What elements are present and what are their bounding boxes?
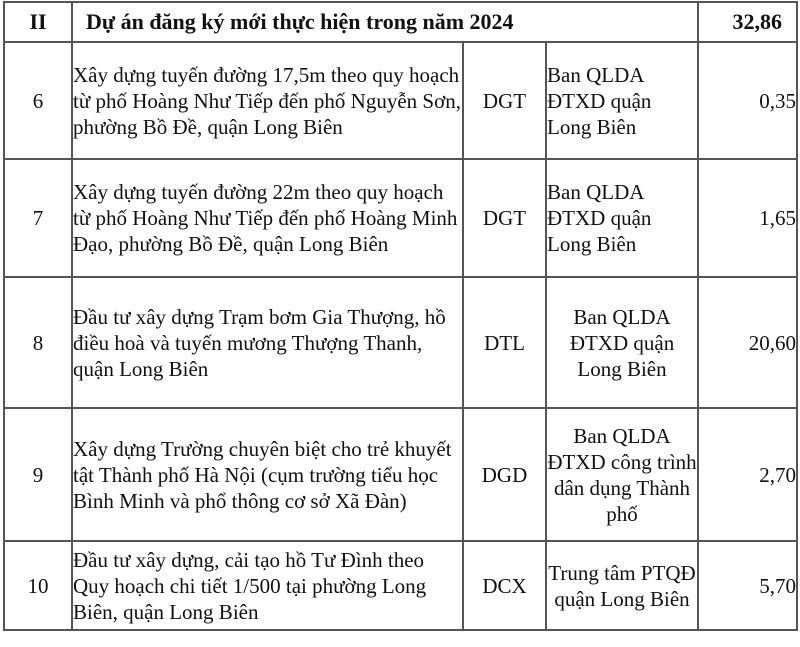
row-land-code: DGT (463, 42, 546, 159)
row-agency: Ban QLDA ĐTXD quận Long Biên (546, 277, 698, 408)
row-stt: 9 (4, 408, 72, 541)
row-agency: Trung tâm PTQĐ quận Long Biên (546, 541, 698, 630)
row-project-name: Xây dựng Trường chuyên biệt cho trẻ khuyết tật Thành phố Hà Nội (cụm trường tiểu học Bình Minh và phổ thông cơ sở Xã Đàn) (72, 408, 463, 541)
section-header-row (4, 2, 797, 42)
table-row (4, 541, 797, 630)
table-row (4, 42, 797, 159)
row-project-name: Đầu tư xây dựng, cải tạo hồ Tư Đình theo Quy hoạch chi tiết 1/500 tại phường Long Biên, quận Long Biên (72, 541, 463, 630)
row-area: 20,60 (698, 277, 797, 408)
project-table (3, 1, 798, 631)
row-stt: 7 (4, 159, 72, 277)
row-area: 1,65 (698, 159, 797, 277)
row-area: 2,70 (698, 408, 797, 541)
row-project-name: Xây dựng tuyến đường 22m theo quy hoạch từ phố Hoàng Như Tiếp đến phố Hoàng Minh Đạo, phường Bồ Đề, quận Long Biên (72, 159, 463, 277)
row-land-code: DCX (463, 541, 546, 630)
row-land-code: DTL (463, 277, 546, 408)
row-stt: 8 (4, 277, 72, 408)
row-area: 0,35 (698, 42, 797, 159)
row-project-name: Xây dựng tuyến đường 17,5m theo quy hoạch từ phố Hoàng Như Tiếp đến phố Nguyễn Sơn, phường Bồ Đề, quận Long Biên (72, 42, 463, 159)
row-agency: Ban QLDA ĐTXD quận Long Biên (546, 159, 698, 277)
section-total-area: 32,86 (698, 2, 797, 42)
table-row (4, 408, 797, 541)
section-number: II (4, 2, 72, 42)
row-area: 5,70 (698, 541, 797, 630)
row-agency: Ban QLDA ĐTXD công trình dân dụng Thành phố (546, 408, 698, 541)
row-stt: 6 (4, 42, 72, 159)
row-stt: 10 (4, 541, 72, 630)
table-row (4, 277, 797, 408)
row-land-code: DGT (463, 159, 546, 277)
row-project-name: Đầu tư xây dựng Trạm bơm Gia Thượng, hồ điều hoà và tuyến mương Thượng Thanh, quận Long Biên (72, 277, 463, 408)
section-title: Dự án đăng ký mới thực hiện trong năm 2024 (72, 2, 698, 42)
row-agency: Ban QLDA ĐTXD quận Long Biên (546, 42, 698, 159)
table-row (4, 159, 797, 277)
row-land-code: DGD (463, 408, 546, 541)
